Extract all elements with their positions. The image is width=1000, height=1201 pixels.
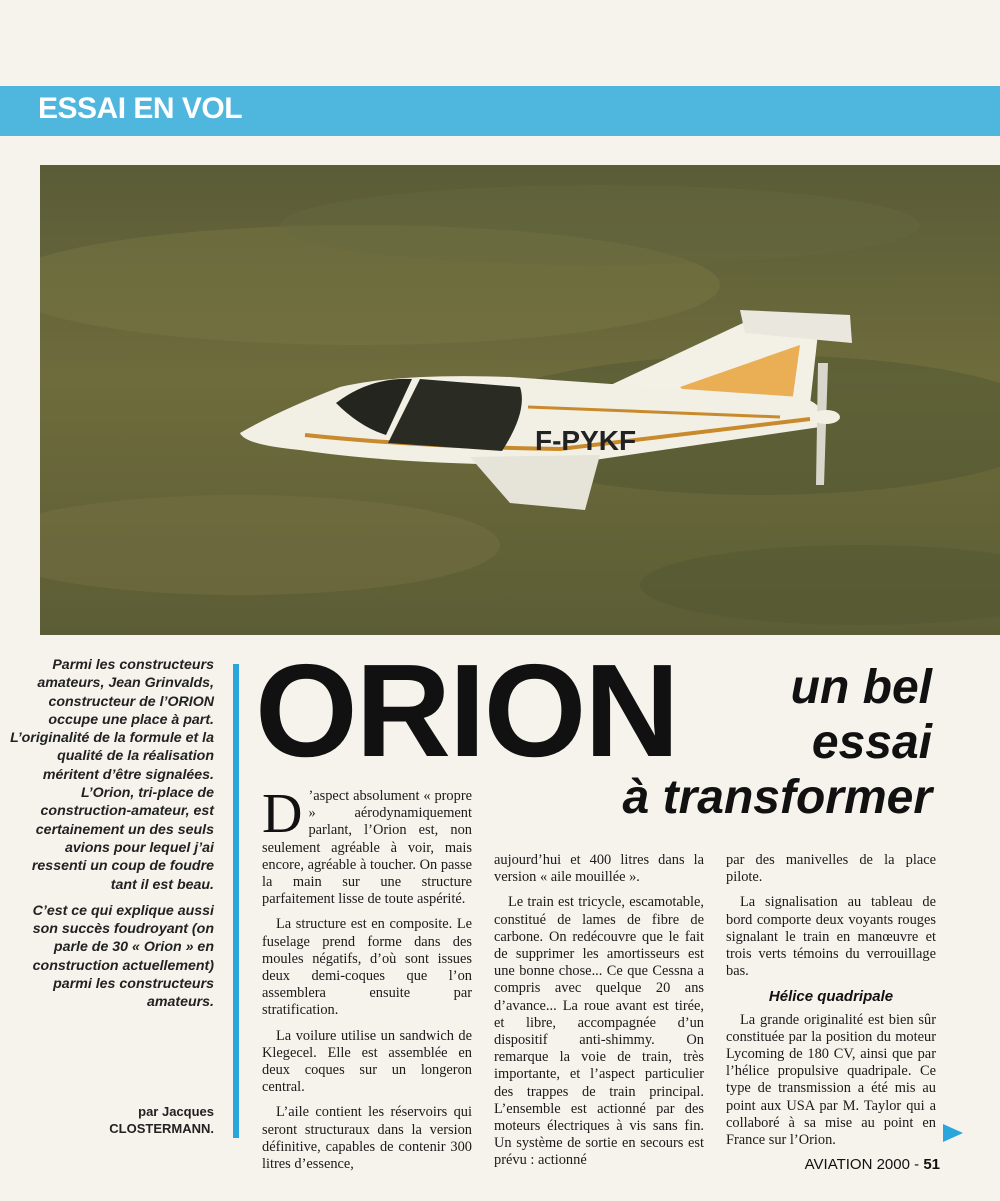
byline-prefix: par Jacques bbox=[138, 1104, 214, 1119]
intro-paragraph: Parmi les constructeurs amateurs, Jean Grinvalds, constructeur de l’ORION occupe une place à part. L’originalité de la formule et la qualité de la réalisation méritent d’être signalées. L’Orion, tri-place de construction-amateur, est certainement un des seuls avions pour lequel j’ai ressenti un coup de foudre tant il est beau. bbox=[10, 657, 214, 893]
subtitle-line: essai bbox=[811, 716, 932, 769]
body-paragraph bbox=[262, 783, 472, 908]
article-title: ORION bbox=[255, 637, 678, 784]
byline bbox=[8, 1103, 214, 1137]
section-subhead: Hélice quadripale bbox=[768, 988, 894, 1006]
byline-author: CLOSTERMANN. bbox=[109, 1121, 214, 1136]
body-paragraph: aujourd’hui et 400 litres dans la version « aile mouillée ». bbox=[494, 852, 704, 886]
body-text: ’aspect absolument « propre » aérodynamiquement parlant, l’Orion est, non seulement agréable à voir, mais encore, agréable à toucher. On passe la main sur une structure parfaitement lisse de toute aspérité. bbox=[262, 788, 472, 908]
article-subtitle bbox=[512, 660, 932, 825]
magazine-name: AVIATION 2000 - bbox=[804, 1156, 920, 1173]
section-header-band bbox=[0, 86, 1000, 136]
aircraft-photo bbox=[40, 165, 1000, 635]
continue-arrow-icon bbox=[943, 1124, 963, 1142]
body-column-1 bbox=[262, 783, 472, 1181]
intro-paragraph: C’est ce qui explique aussi son succès foudroyant (on parle de 30 « Orion » en construction actuellement) parmi les constructeurs amateurs. bbox=[32, 902, 214, 1011]
subtitle-line: un bel bbox=[790, 661, 932, 714]
body-paragraph: L’aile contient les réservoirs qui seront structuraux dans la version définitive, capables de contenir 300 litres d’essence, bbox=[262, 1104, 472, 1173]
aircraft-illustration bbox=[40, 165, 1000, 635]
intro-text bbox=[8, 656, 214, 1020]
drop-cap: D bbox=[262, 783, 303, 845]
body-paragraph: par des manivelles de la place pilote. bbox=[726, 852, 936, 886]
body-column-3 bbox=[726, 852, 936, 1157]
registration-marking: F-PYKF bbox=[535, 425, 637, 456]
body-paragraph: La grande originalité est bien sûr constituée par la position du moteur Lycoming de 180 CV, ainsi que par l’hélice propulsive quadripale. Ce type de transmission a été mis au point aux USA par M. Taylor qui a collaboré à sa mise au point en France sur l’Orion. bbox=[726, 1011, 936, 1149]
body-column-2 bbox=[494, 852, 704, 1178]
body-paragraph: Le train est tricycle, escamotable, constitué de lames de fibre de carbone. On redécouvre que le fait de supprimer les amortisseurs est une bonne chose... Ce que Cessna a compris avec quelque 20 ans d’avance... La roue avant est tirée, et libre, accompagnée d’un dispositif anti-shimmy. On remarque la voie de train, très importante, et l’aspect particulier des trappes de train principal. L’ensemble est actionné par des moteurs électriques à vis sans fin. Un système de sortie en secours est prévu : actionné bbox=[494, 894, 704, 1169]
body-paragraph: La voilure utilise un sandwich de Klegecel. Elle est assemblée en deux coques sur un longeron central. bbox=[262, 1027, 472, 1096]
section-label: ESSAI EN VOL bbox=[38, 92, 243, 125]
page-footer bbox=[760, 1156, 940, 1173]
body-paragraph: La signalisation au tableau de bord comporte deux voyants rouges signalant le train en manœuvre et trois verts témoins du verrouillage bas. bbox=[726, 894, 936, 980]
accent-bar bbox=[233, 664, 239, 1138]
page-number: 51 bbox=[923, 1156, 940, 1173]
subtitle-line: à transformer bbox=[622, 771, 932, 824]
body-paragraph: La structure est en composite. Le fuselage prend forme dans des moules négatifs, d’où sont issues deux demi-coques que l’on assemblera ensuite par stratification. bbox=[262, 916, 472, 1019]
